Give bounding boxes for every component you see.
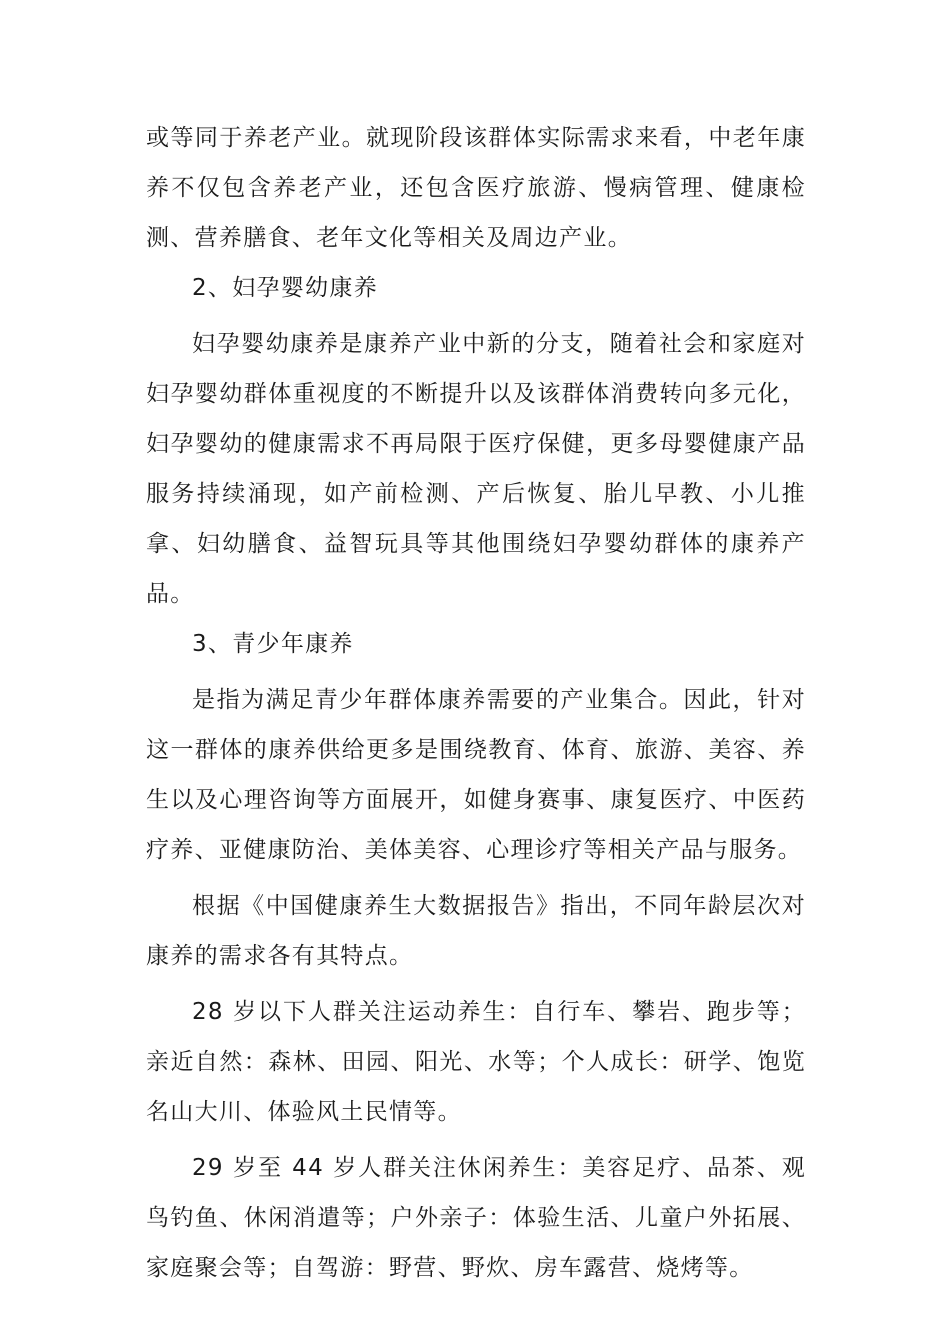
paragraph-under-28: 28 岁以下人群关注运动养生：自行车、攀岩、跑步等；亲近自然：森林、田园、阳光、水等；个人成长：研学、饱览名山大川、体验风土民情等。 <box>146 999 806 1125</box>
section-heading-maternal-infant: 2、妇孕婴幼康养 <box>192 275 379 301</box>
paragraph-report-intro: 根据《中国健康养生大数据报告》指出，不同年龄层次对康养的需求各有其特点。 <box>146 893 806 969</box>
paragraph-maternal-infant: 妇孕婴幼康养是康养产业中新的分支，随着社会和家庭对妇孕婴幼群体重视度的不断提升以及该群体消费转向多元化，妇孕婴幼的健康需求不再局限于医疗保健，更多母婴健康产品服务持续涌现，如产前检测、产后恢复、胎儿早教、小儿推拿、妇幼膳食、益智玩具等其他围绕妇孕婴幼群体的康养产品。 <box>146 331 806 607</box>
paragraph-youth: 是指为满足青少年群体康养需要的产业集合。因此，针对这一群体的康养供给更多是围绕教育、体育、旅游、美容、养生以及心理咨询等方面展开，如健身赛事、康复医疗、中医药疗养、亚健康防治、美体美容、心理诊疗等相关产品与服务。 <box>146 687 806 863</box>
paragraph-29-to-44: 29 岁至 44 岁人群关注休闲养生：美容足疗、品茶、观鸟钓鱼、休闲消遣等；户外亲子：体验生活、儿童户外拓展、家庭聚会等；自驾游：野营、野炊、房车露营、烧烤等。 <box>146 1155 806 1281</box>
paragraph-continuation: 或等同于养老产业。就现阶段该群体实际需求来看，中老年康养不仅包含养老产业，还包含医疗旅游、慢病管理、健康检测、营养膳食、老年文化等相关及周边产业。 <box>146 125 806 251</box>
section-heading-youth: 3、青少年康养 <box>192 631 354 657</box>
document-body <box>146 113 806 1293</box>
